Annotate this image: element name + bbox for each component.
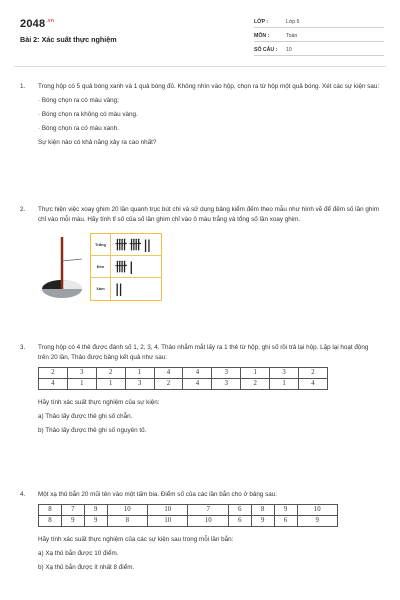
meta-value: Lớp 6 <box>286 19 300 25</box>
question-prompt: Hãy tính xác suất thực nghiệm của sự kiện: <box>38 399 160 406</box>
question-3 <box>20 343 380 440</box>
table-cell: 10 <box>297 505 337 516</box>
table-cell: 1 <box>67 379 96 390</box>
lesson-title: Bài 2: Xác suất thực nghiệm <box>20 35 117 44</box>
table-cell: 10 <box>148 516 188 527</box>
question-text: Thực hiện việc xoay ghim 20 lần quanh trục bút chì và sử dụng bảng kiểm đếm theo mẫu như hình vẽ để đếm số lần ghim chỉ vào mỗi màu. Hãy tính tỉ số của số lần ghim chỉ vào ô màu trắng và tổng số lần xoay ghim. <box>38 206 379 223</box>
meta-key: LỚP : <box>254 19 269 25</box>
meta-value: 10 <box>286 47 292 53</box>
option-text: · Bóng chọn ra có màu vàng; <box>38 97 119 104</box>
table-cell: 9 <box>61 516 84 527</box>
meta-row-count <box>254 42 384 56</box>
table-cell: 10 <box>107 505 147 516</box>
table-cell: 9 <box>274 505 297 516</box>
table-cell: 8 <box>107 516 147 527</box>
question-number: 2. <box>20 206 26 213</box>
table-cell: 9 <box>251 516 274 527</box>
table-cell: 3 <box>67 368 96 379</box>
tally-table <box>90 233 162 301</box>
option-text: · Bóng chọn ra không có màu vàng. <box>38 111 138 118</box>
table-cell: 2 <box>154 379 183 390</box>
table-cell: 4 <box>183 379 212 390</box>
tally-row <box>91 234 161 256</box>
tally-marks: 卌 卌 || <box>115 237 151 252</box>
meta-value: Toán <box>286 33 298 39</box>
sub-question: b) Thảo lấy được thẻ ghi số nguyên tố. <box>38 427 147 434</box>
question-4 <box>20 490 380 577</box>
table-cell: 6 <box>274 516 297 527</box>
question-number: 3. <box>20 344 26 351</box>
table-row <box>39 379 328 390</box>
table-cell: 7 <box>61 505 84 516</box>
tally-row <box>91 278 161 300</box>
question-prompt: Sự kiện nào có khả năng xảy ra cao nhất? <box>38 139 157 146</box>
question-number: 4. <box>20 491 26 498</box>
score-table <box>38 504 338 527</box>
tally-label: Trắng <box>91 234 111 255</box>
question-2 <box>20 205 380 315</box>
table-row <box>39 516 338 527</box>
table-cell: 4 <box>299 379 328 390</box>
table-cell: 6 <box>228 516 251 527</box>
table-cell: 4 <box>154 368 183 379</box>
table-cell: 1 <box>96 379 125 390</box>
table-cell: 4 <box>183 368 212 379</box>
table-cell: 3 <box>212 379 241 390</box>
worksheet-header <box>14 14 386 60</box>
header-divider <box>14 66 386 67</box>
table-cell: 2 <box>96 368 125 379</box>
sub-question: a) Thảo lấy được thẻ ghi số chẵn. <box>38 413 133 420</box>
table-cell: 8 <box>39 505 62 516</box>
question-number: 1. <box>20 83 26 90</box>
spinner-icon <box>38 231 90 311</box>
table-cell: 9 <box>84 516 107 527</box>
table-cell: 1 <box>125 368 154 379</box>
table-cell: 9 <box>297 516 337 527</box>
table-cell: 2 <box>299 368 328 379</box>
spinner-figure <box>38 231 178 311</box>
table-cell: 8 <box>251 505 274 516</box>
table-cell: 3 <box>212 368 241 379</box>
meta-key: MÔN : <box>254 33 270 39</box>
table-cell: 10 <box>148 505 188 516</box>
table-cell: 6 <box>228 505 251 516</box>
question-text: Trong hộp có 4 thẻ được đánh số 1, 2, 3, 4. Thảo nhắm mắt lấy ra 1 thẻ từ hộp, ghi số rồi trả lại hộp. Lặp lại hoạt động trên 20 lần, Thảo được bảng kết quả như sau: <box>38 344 369 361</box>
question-1 <box>20 82 380 152</box>
table-cell: 3 <box>125 379 154 390</box>
tally-marks: || <box>115 282 122 296</box>
tally-label: Xám <box>91 278 111 300</box>
table-row <box>39 368 328 379</box>
table-row <box>39 505 338 516</box>
result-table <box>38 367 328 390</box>
table-cell: 8 <box>39 516 62 527</box>
table-cell: 2 <box>241 379 270 390</box>
option-text: · Bóng chọn ra có màu xanh. <box>38 125 119 132</box>
meta-row-class <box>254 14 384 28</box>
site-logo[interactable]: $2048^{.vn}$ <box>20 18 55 30</box>
table-cell: 2 <box>39 368 68 379</box>
table-cell: 4 <box>39 379 68 390</box>
table-cell: 9 <box>84 505 107 516</box>
question-text: Một xạ thủ bắn 20 mũi tên vào một tấm bia. Điểm số của các lần bắn cho ở bảng sau: <box>38 491 277 498</box>
table-cell: 1 <box>270 379 299 390</box>
sub-question: a) Xạ thủ bắn được 10 điểm. <box>38 550 119 557</box>
table-cell: 1 <box>241 368 270 379</box>
sub-question: b) Xạ thủ bắn được ít nhất 8 điểm. <box>38 564 135 571</box>
meta-key: SỐ CÂU : <box>254 47 278 53</box>
tally-row <box>91 256 161 278</box>
table-cell: 10 <box>188 516 228 527</box>
table-cell: 7 <box>188 505 228 516</box>
tally-marks: 卌 | <box>115 259 133 274</box>
meta-row-subject <box>254 28 384 42</box>
table-cell: 3 <box>270 368 299 379</box>
question-prompt: Hãy tính xác suất thực nghiệm của các sự kiện sau trong mỗi lần bắn: <box>38 536 234 543</box>
tally-label: Đen <box>91 256 111 277</box>
meta-info <box>254 14 384 56</box>
question-text: Trong hộp có 5 quả bóng xanh và 1 quả bóng đỏ. Không nhìn vào hộp, chọn ra từ hộp một quả bóng. Xét các sự kiện sau: <box>38 83 380 90</box>
